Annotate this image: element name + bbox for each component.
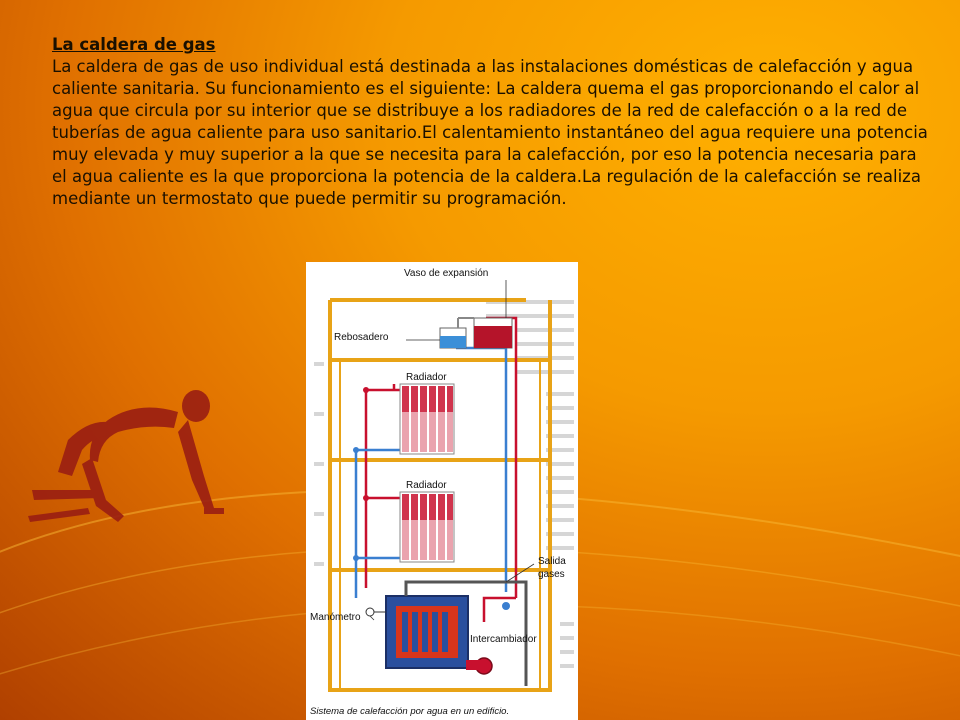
label-radiator-bottom: Radiador [406,480,447,491]
overflow-tank [440,318,474,348]
content-text [52,34,932,210]
label-pressure-gauge: Manómetro [310,612,361,623]
figure-caption: Sistema de calefacción por agua en un edificio. [310,706,510,717]
runner-silhouette [28,380,258,540]
radiator-bottom [400,492,454,562]
label-gas-outlet-2: gases [538,569,565,580]
label-expansion-tank: Vaso de expansión [404,268,489,279]
expansion-tank [474,318,512,348]
heating-diagram [306,262,578,720]
slide-title: La caldera de gas [52,35,216,54]
label-gas-outlet-1: Salida [538,556,566,567]
label-radiator-top: Radiador [406,372,447,383]
label-heat-exchanger: Intercambiador [470,634,537,645]
hot-water-pipes [366,318,516,622]
radiator-top [400,384,454,454]
heating-system-figure [306,262,578,720]
label-overflow: Rebosadero [334,332,389,343]
slide-paragraph: La caldera de gas de uso individual está destinada a las instalaciones domésticas de calefacción y agua caliente sanitaria. Su funcionamiento es el siguiente: La caldera quema el gas proporcionando el calor al agua que circula por su interior que se distribuye a los radiadores de la red de calefacción o a la red de tuberías de agua caliente para uso sanitario.El calentamiento instantáneo del agua requiere una potencia muy elevada y muy superior a la que se necesita para la calefacción, por eso la potencia necesaria para el agua caliente es la que proporciona la potencia de la caldera.La regulación de la calefacción se realiza mediante un termostato que puede permitir su programación. [52,57,928,208]
